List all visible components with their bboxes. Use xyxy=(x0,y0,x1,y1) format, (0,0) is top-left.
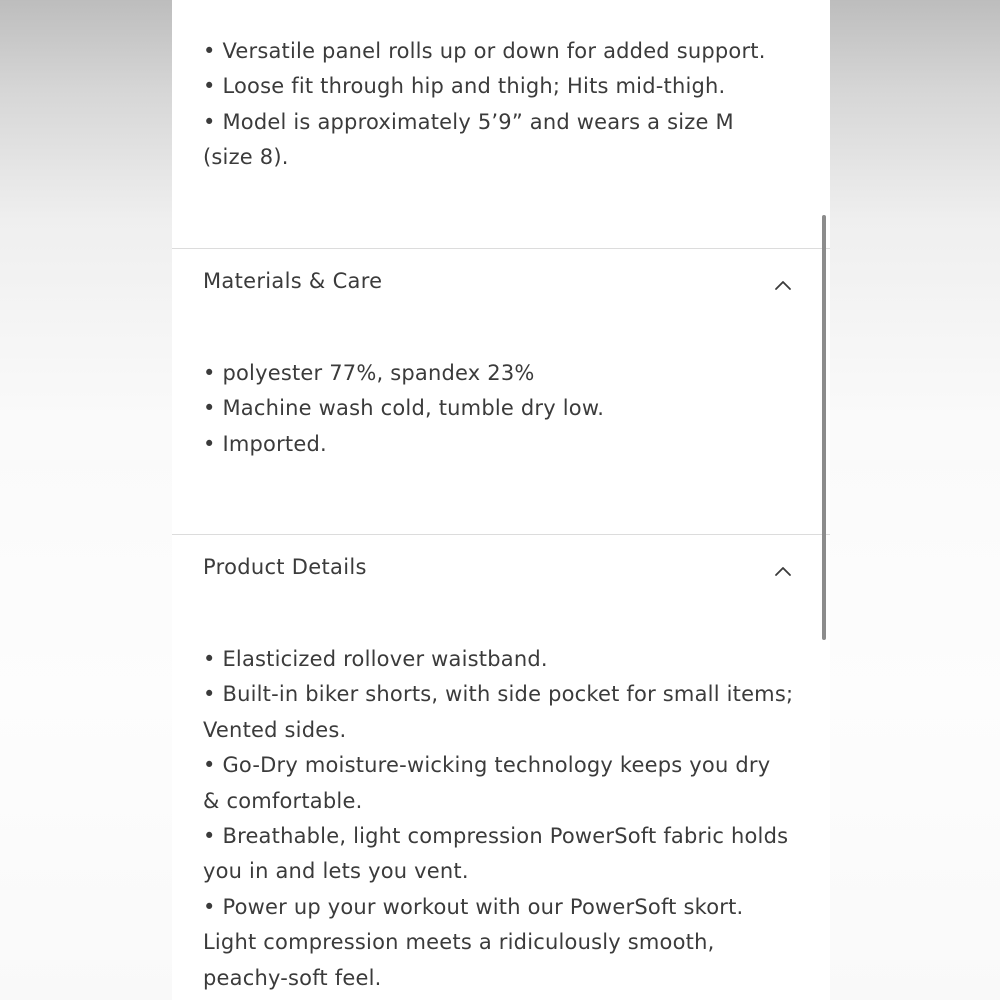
materials-care-content xyxy=(203,356,803,462)
description-text xyxy=(203,34,803,176)
details-line: you in and lets you vent. xyxy=(203,859,469,884)
details-line: Light compression meets a ridiculously smooth, xyxy=(203,930,715,955)
details-line: • Elasticized rollover waistband. xyxy=(203,647,548,671)
materials-line: • polyester 77%, spandex 23% xyxy=(203,361,535,385)
scrollbar[interactable] xyxy=(820,215,828,640)
description-line: (size 8). xyxy=(203,145,289,170)
materials-line: • Machine wash cold, tumble dry low. xyxy=(203,396,605,421)
details-line: & comfortable. xyxy=(203,788,363,813)
product-details-content xyxy=(203,642,803,996)
scrollbar-thumb[interactable] xyxy=(822,215,826,640)
chevron-up-icon[interactable] xyxy=(774,279,792,291)
details-line: • Built-in biker shorts, with side pocket for small items; xyxy=(203,682,794,707)
chevron-up-icon[interactable] xyxy=(774,565,792,577)
materials-care-title: Materials & Care xyxy=(203,269,383,293)
description-line: • Versatile panel rolls up or down for added support. xyxy=(203,39,766,63)
materials-line: • Imported. xyxy=(203,431,327,456)
product-details-title: Product Details xyxy=(203,555,367,579)
details-line: peachy-soft feel. xyxy=(203,965,382,990)
materials-care-header[interactable] xyxy=(172,249,812,319)
details-line: Vented sides. xyxy=(203,717,347,742)
details-line: • Go-Dry moisture-wicking technology keeps you dry xyxy=(203,753,771,778)
details-line: • Power up your workout with our PowerSoft skort. xyxy=(203,894,744,919)
description-line: • Loose fit through hip and thigh; Hits mid-thigh. xyxy=(203,74,726,99)
product-info-panel xyxy=(172,0,830,1000)
description-line: • Model is approximately 5’9” and wears a size M xyxy=(203,109,734,134)
details-line: • Breathable, light compression PowerSoft fabric holds xyxy=(203,824,789,849)
product-details-header[interactable] xyxy=(172,535,812,605)
